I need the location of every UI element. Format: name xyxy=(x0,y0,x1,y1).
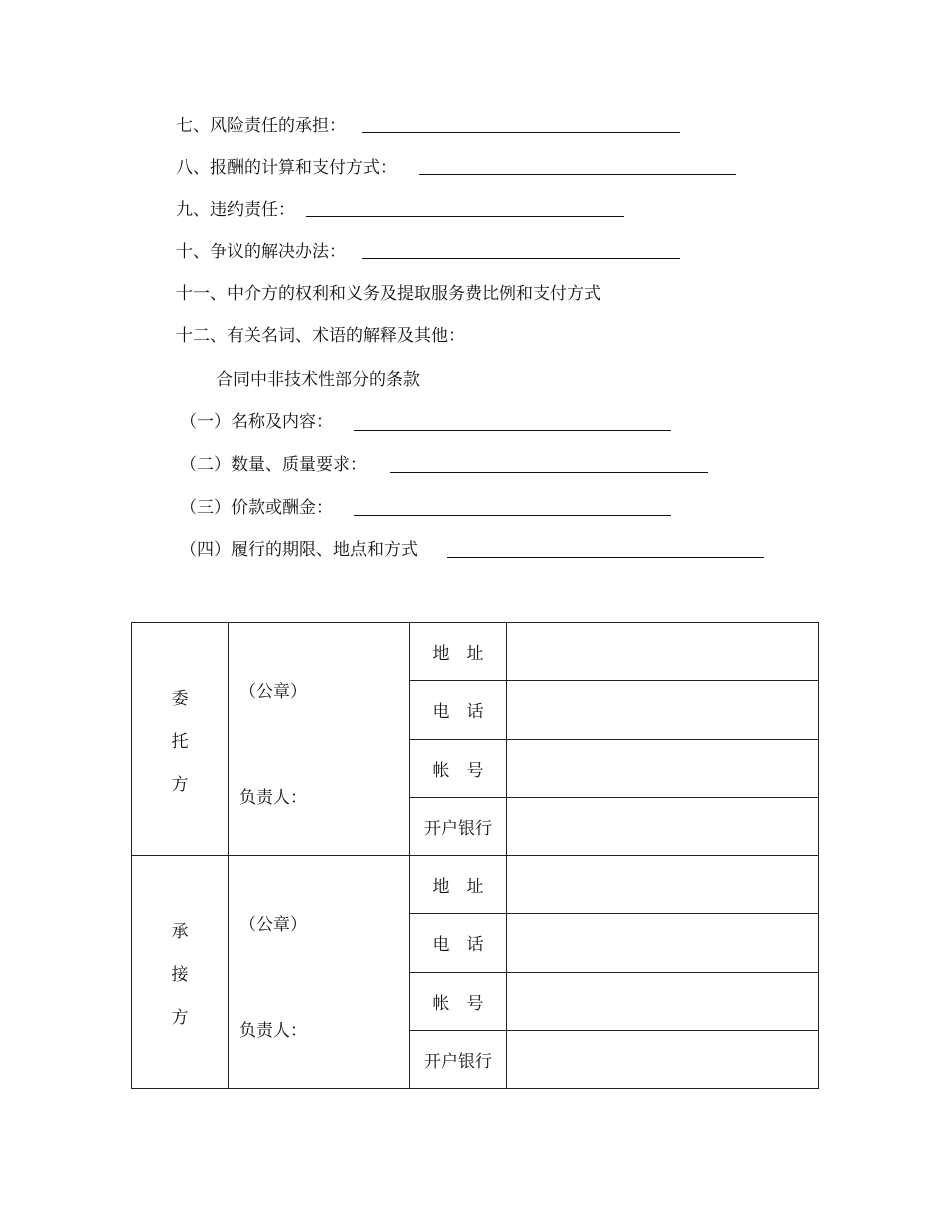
subclause-4: （四）履行的期限、地点和方式 xyxy=(180,540,418,560)
party-1-phone-field[interactable] xyxy=(507,681,819,739)
clause-7: 七、风险责任的承担： xyxy=(176,116,346,136)
subclause-4-blank[interactable] xyxy=(447,557,764,558)
party-2-seal-area[interactable] xyxy=(229,856,410,1089)
party-1-responsible-label: 负责人： xyxy=(239,788,307,808)
subclause-2: （二）数量、质量要求： xyxy=(180,455,367,475)
party-2-bank-label: 开户银行 xyxy=(410,1030,507,1088)
subclause-3: （三）价款或酬金： xyxy=(180,498,333,518)
section-heading: 合同中非技术性部分的条款 xyxy=(216,370,420,390)
party-2-phone-label: 电 话 xyxy=(410,914,507,972)
subclause-3-blank[interactable] xyxy=(354,515,671,516)
clause-9-blank[interactable] xyxy=(306,216,624,217)
party-2-bank-field[interactable] xyxy=(507,1030,819,1088)
party-2-phone-field[interactable] xyxy=(507,914,819,972)
party-2-row xyxy=(132,856,819,914)
clause-11: 十一、中介方的权利和义务及提取服务费比例和支付方式 xyxy=(176,284,601,304)
subclause-1-blank[interactable] xyxy=(354,430,671,431)
subclause-1: （一）名称及内容： xyxy=(180,412,333,432)
party-1-row xyxy=(132,623,819,681)
party-2-seal-label: （公章） xyxy=(239,915,307,935)
clause-9: 九、违约责任： xyxy=(176,200,295,220)
party-2-address-field[interactable] xyxy=(507,856,819,914)
party-1-address-field[interactable] xyxy=(507,623,819,681)
party-1-account-field[interactable] xyxy=(507,739,819,797)
party-1-account-label: 帐 号 xyxy=(410,739,507,797)
signature-table xyxy=(131,622,819,1089)
clause-8-blank[interactable] xyxy=(419,174,736,175)
clause-10-blank[interactable] xyxy=(362,258,680,259)
party-1-bank-label: 开户银行 xyxy=(410,797,507,855)
clause-12: 十二、有关名词、术语的解释及其他： xyxy=(176,326,465,346)
party-1-bank-field[interactable] xyxy=(507,797,819,855)
party-2-name: 承 接 方 xyxy=(132,856,229,1089)
party-1-name: 委 托 方 xyxy=(132,623,229,856)
clause-7-blank[interactable] xyxy=(362,132,680,133)
clause-10: 十、争议的解决办法： xyxy=(176,242,346,262)
party-1-seal-area[interactable] xyxy=(229,623,410,856)
party-2-responsible-label: 负责人： xyxy=(239,1021,307,1041)
party-1-address-label: 地 址 xyxy=(410,623,507,681)
clause-8: 八、报酬的计算和支付方式： xyxy=(176,158,397,178)
party-2-account-label: 帐 号 xyxy=(410,972,507,1030)
party-1-phone-label: 电 话 xyxy=(410,681,507,739)
party-2-account-field[interactable] xyxy=(507,972,819,1030)
party-1-seal-label: （公章） xyxy=(239,682,307,702)
party-2-address-label: 地 址 xyxy=(410,856,507,914)
subclause-2-blank[interactable] xyxy=(390,472,708,473)
